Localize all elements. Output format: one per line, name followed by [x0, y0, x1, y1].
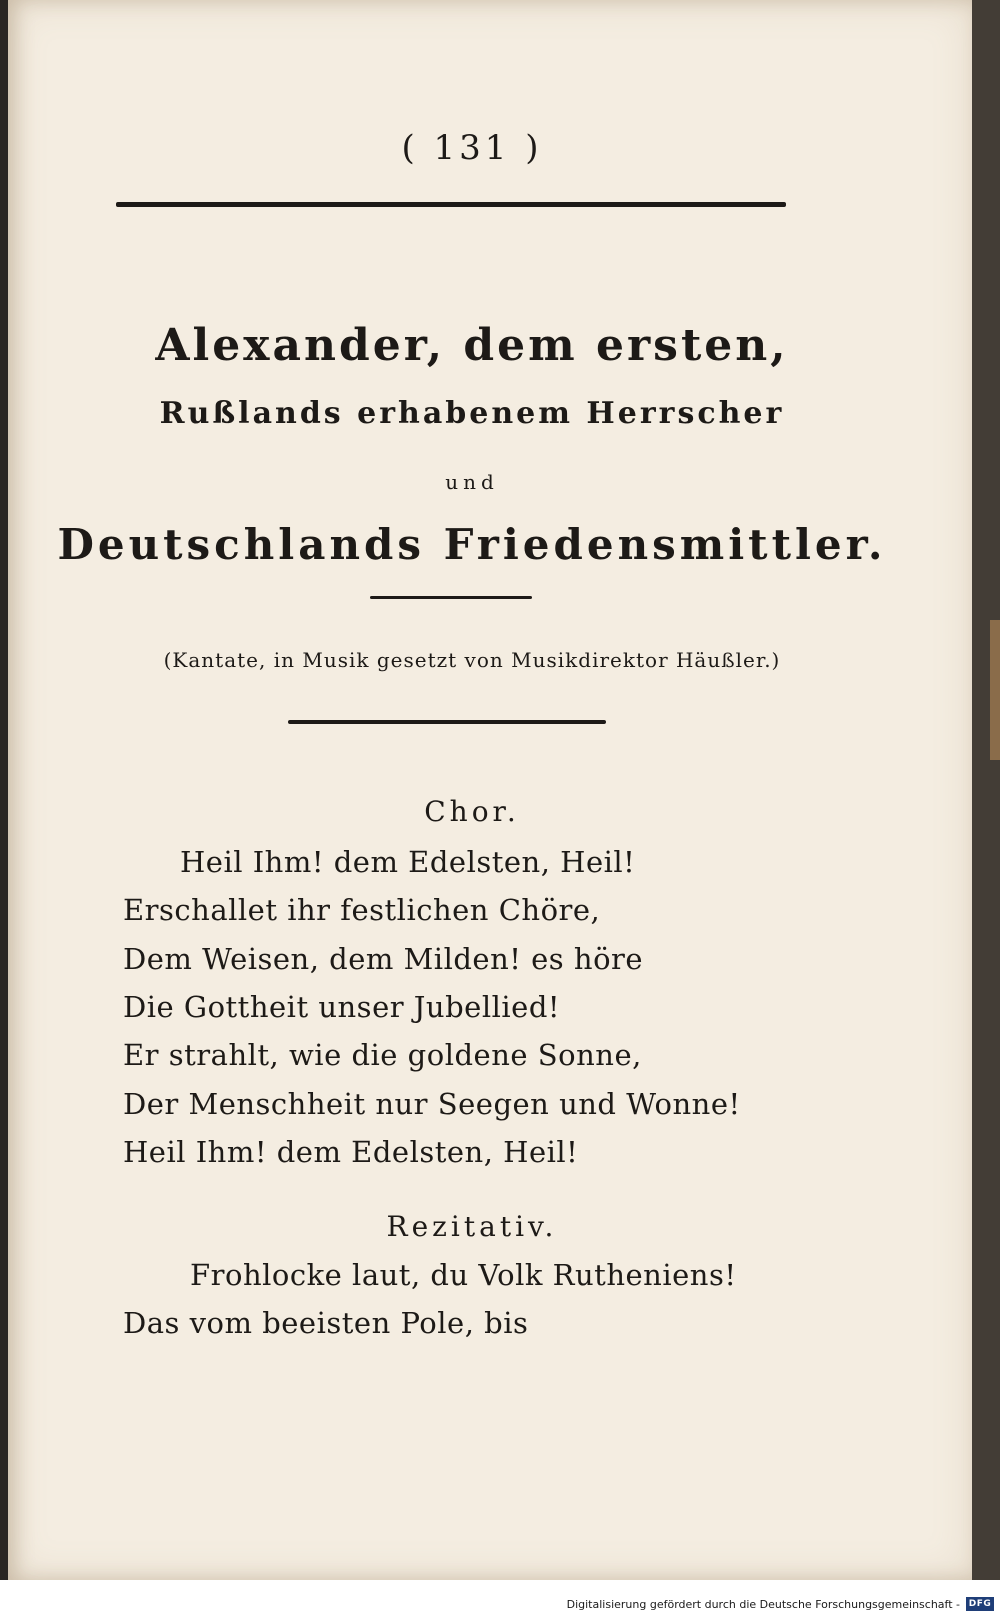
verse-line: Heil Ihm! dem Edelsten, Heil!	[180, 845, 636, 879]
footer-credit: Digitalisierung gefördert durch die Deutsche Forschungsgemeinschaft -	[566, 1598, 960, 1611]
section-rule	[288, 720, 606, 724]
title-line-1: Alexander, dem ersten,	[155, 320, 789, 371]
verse-line: Die Gottheit unser Jubellied!	[123, 990, 561, 1024]
book-page	[8, 0, 972, 1580]
title-line-2: Rußlands erhabenem Herrscher	[159, 396, 785, 431]
verse-line: Das vom beeisten Pole, bis	[123, 1306, 529, 1340]
page-tab-marker	[990, 620, 1000, 760]
section-heading-rezitativ: Rezitativ.	[386, 1210, 558, 1243]
title-rule	[370, 596, 532, 599]
page-number: ( 131 )	[401, 128, 543, 168]
title-line-3: und	[445, 470, 499, 494]
verse-line: Der Menschheit nur Seegen und Wonne!	[123, 1087, 741, 1121]
verse-line: Er strahlt, wie die goldene Sonne,	[123, 1038, 642, 1072]
dfg-logo-icon: DFG	[966, 1597, 994, 1611]
verse-line: Dem Weisen, dem Milden! es höre	[123, 942, 644, 976]
header-rule	[116, 202, 786, 207]
book-edge	[972, 0, 1000, 1580]
verse-line: Erschallet ihr festlichen Chöre,	[123, 893, 601, 927]
verse-line: Heil Ihm! dem Edelsten, Heil!	[123, 1135, 579, 1169]
verse-line: Frohlocke laut, du Volk Rutheniens!	[190, 1258, 737, 1292]
section-heading-chor: Chor.	[424, 795, 520, 828]
subtitle: (Kantate, in Musik gesetzt von Musikdirektor Häußler.)	[163, 648, 781, 672]
title-line-4: Deutschlands Friedensmittler.	[57, 520, 887, 569]
